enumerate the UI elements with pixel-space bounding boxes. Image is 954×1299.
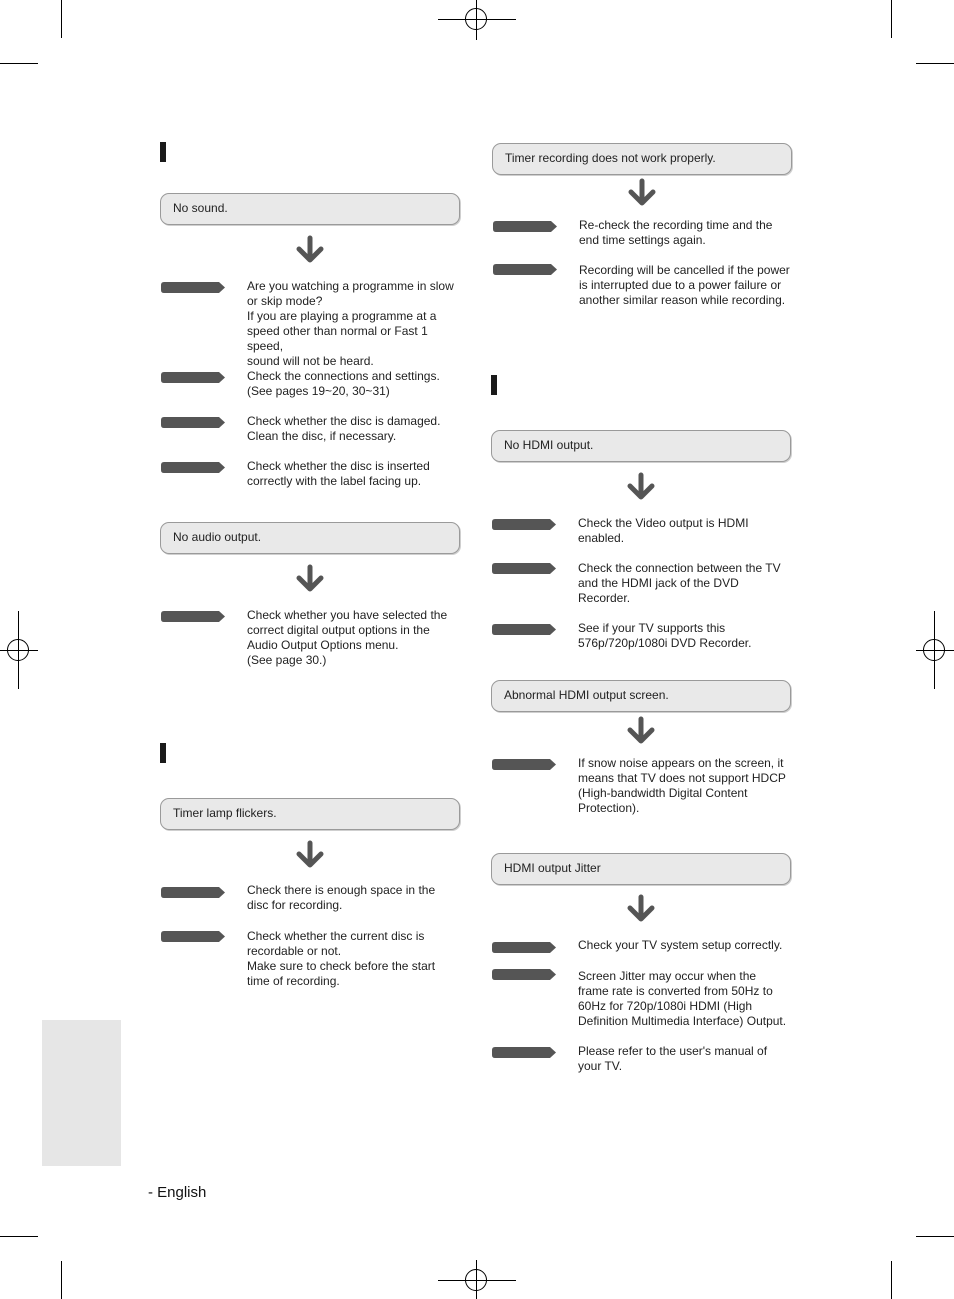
step-pill-icon — [161, 372, 225, 383]
down-arrow-icon — [626, 472, 656, 502]
step-pill-icon — [492, 759, 556, 770]
down-arrow-icon — [295, 840, 325, 870]
crop-mark — [61, 0, 62, 38]
step-text: Re-check the recording time and the end time settings again. — [579, 218, 773, 247]
step-pill-icon — [161, 611, 225, 622]
step-text: Check whether the disc is inserted correctly with the label facing up. — [247, 459, 430, 488]
crop-mark — [61, 1261, 62, 1299]
section-header-bar — [160, 142, 166, 162]
step-text: Check whether you have selected the correct digital output options in the Audio Output Options menu. (See page 30.) — [247, 608, 448, 667]
down-arrow-icon — [295, 564, 325, 594]
step-pill-icon — [492, 969, 556, 980]
crop-mark — [0, 1236, 38, 1237]
down-arrow-icon — [626, 716, 656, 746]
crop-mark — [0, 63, 38, 64]
step-text: See if your TV supports this 576p/720p/1080i DVD Recorder. — [578, 621, 752, 650]
problem-box: HDMI output Jitter — [491, 853, 791, 885]
step-text: Check the Video output is HDMI enabled. — [578, 516, 749, 545]
step-pill-icon — [161, 462, 225, 473]
problem-box: No sound. — [160, 193, 460, 225]
problem-box: No HDMI output. — [491, 430, 791, 462]
step-text: Screen Jitter may occur when the frame rate is converted from 50Hz to 60Hz for 720p/1080i HDMI (High Definition Multimedia Interface) Output. — [578, 969, 787, 1028]
page-footer: - English — [148, 1184, 207, 1201]
step-text: Check whether the disc is damaged. Clean the disc, if necessary. — [247, 414, 441, 443]
problem-box: Timer lamp flickers. — [160, 798, 460, 830]
section-header-bar — [491, 375, 497, 395]
crop-mark — [891, 1261, 892, 1299]
step-pill-icon — [492, 563, 556, 574]
step-text: Check whether the current disc is recordable or not. Make sure to check before the start time of recording. — [247, 929, 436, 988]
crop-mark — [891, 0, 892, 38]
step-text: Check the connection between the TV and the HDMI jack of the DVD Recorder. — [578, 561, 781, 605]
step-pill-icon — [161, 417, 225, 428]
side-tab — [42, 1020, 121, 1166]
step-pill-icon — [161, 887, 225, 898]
step-pill-icon — [492, 519, 556, 530]
step-text: Check the connections and settings. (See pages 19~20, 30~31) — [247, 369, 440, 398]
section-header-bar — [160, 743, 166, 763]
step-pill-icon — [493, 221, 557, 232]
down-arrow-icon — [295, 235, 325, 265]
crop-mark — [916, 1236, 954, 1237]
step-text: Check there is enough space in the disc for recording. — [247, 883, 436, 912]
step-text: Please refer to the user's manual of your TV. — [578, 1044, 768, 1073]
problem-box: No audio output. — [160, 522, 460, 554]
step-pill-icon — [161, 931, 225, 942]
step-pill-icon — [161, 282, 225, 293]
step-text: If snow noise appears on the screen, it means that TV does not support HDCP (High-bandwidth Digital Content Protection). — [578, 756, 786, 815]
step-text: Recording will be cancelled if the power is interrupted due to a power failure or another similar reason while recording. — [579, 263, 790, 307]
down-arrow-icon — [626, 894, 656, 924]
step-pill-icon — [492, 1047, 556, 1058]
problem-box: Abnormal HDMI output screen. — [491, 680, 791, 712]
step-text: Check your TV system setup correctly. — [578, 938, 783, 952]
crop-mark — [916, 63, 954, 64]
step-text: Are you watching a programme in slow or skip mode? If you are playing a programme at a speed other than normal or Fast 1 speed, sound will not be heard. — [247, 279, 454, 368]
problem-box: Timer recording does not work properly. — [492, 143, 792, 175]
step-pill-icon — [492, 942, 556, 953]
step-pill-icon — [492, 624, 556, 635]
step-pill-icon — [493, 264, 557, 275]
down-arrow-icon — [627, 178, 657, 208]
